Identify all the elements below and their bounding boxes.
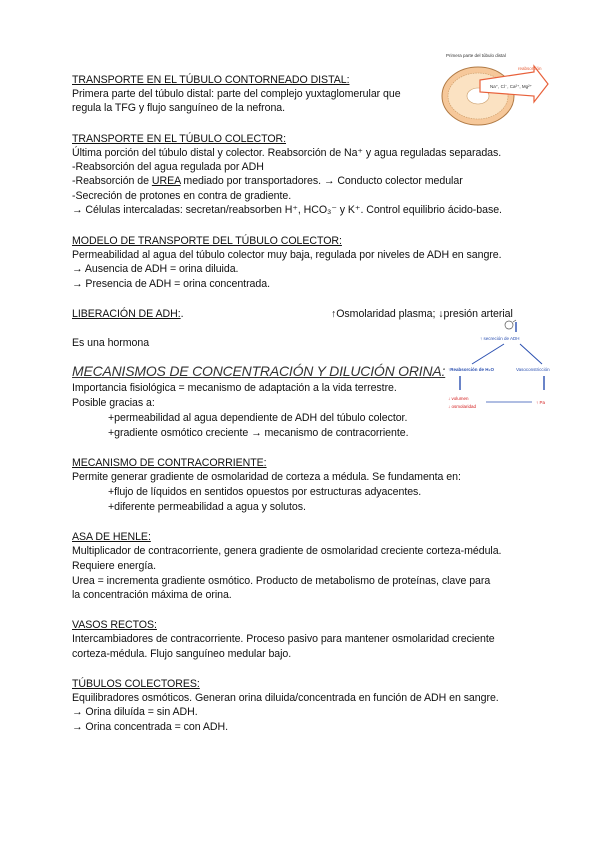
tubule-figure-title: Primera parte del túbulo distal [446, 53, 506, 58]
henle-line-3: Urea = incrementa gradiente osmótico. Producto de metabolismo de proteínas, clave para [72, 575, 491, 587]
adh-stimuli: ↑Osmolaridad plasma; ↓presión arterial [331, 308, 513, 320]
colector-line-5: → Células intercaladas: secretan/reabsorben H⁺, HCO₃⁻ y K⁺. Control equilibrio ácido-base. [72, 204, 502, 216]
section-heading-contracorriente: MECANISMO DE CONTRACORRIENTE: [72, 457, 267, 469]
adh-secretion-label: ↑ secreción de ADH [480, 336, 520, 341]
reabsorption-label: reabsorción [518, 66, 542, 71]
urea-underlined: UREA [151, 175, 181, 187]
mecanismos-line-4: +gradiente osmótico creciente → mecanismo de contracorriente. [108, 427, 409, 439]
vasos-line-1: Intercambiadores de contracorriente. Proceso pasivo para mantener osmolaridad creciente [72, 633, 495, 645]
tubulos-line-3: → Orina concentrada = con ADH. [72, 721, 229, 733]
vasos-line-2: corteza-médula. Flujo sanguíneo medular bajo. [72, 648, 292, 660]
adh-left-branch [472, 344, 504, 364]
adh-heading-row [72, 307, 184, 322]
distal-line-2: regula la TFG y flujo sanguíneo de la nefrona. [72, 102, 286, 114]
section-heading-mecanismos: MECANISMOS DE CONCENTRACIÓN Y DILUCIÓN ORINA: [72, 363, 446, 379]
colector-line-3-post: mediado por transportadores. → Conducto colector medular [180, 175, 463, 187]
tubulos-line-2: → Orina diluída = sin ADH. [72, 706, 198, 718]
modelo-line-3: → Presencia de ADH = orina concentrada. [72, 278, 270, 290]
colector-line-3-pre: -Reabsorción de [72, 175, 152, 187]
adh-right-branch [520, 344, 542, 364]
section-heading-vasos: VASOS RECTOS: [72, 619, 157, 631]
section-heading-colector: TRANSPORTE EN EL TÚBULO COLECTOR: [72, 133, 287, 145]
water-reabsorption-label: ↑Reabsorción de H₂O [448, 367, 495, 372]
mecanismos-line-3: +permeabilidad al agua dependiente de ADH del túbulo colector. [108, 412, 408, 424]
feedback-loop-icon [505, 321, 513, 329]
colector-line-4: -Secreción de protones en contra de gradiente. [72, 190, 292, 202]
contracorriente-line-3: +diferente permeabilidad a agua y solutos. [108, 501, 306, 513]
distal-tubule-figure [438, 50, 550, 128]
modelo-line-2: → Ausencia de ADH = orina diluida. [72, 263, 239, 275]
adh-heading-dot: . [180, 308, 184, 320]
henle-line-2: Requiere energía. [72, 560, 156, 572]
mecanismos-line-2: Posible gracias a: [72, 397, 155, 409]
adh-regulation-figure [446, 318, 556, 418]
colector-line-1: Última porción del túbulo distal y colector. Reabsorción de Na⁺ y agua reguladas separadas. [72, 147, 502, 159]
modelo-line-1: Permeabilidad al agua del túbulo colector muy baja, regulada por niveles de ADH en sangre. [72, 249, 502, 261]
section-heading-henle: ASA DE HENLE: [72, 531, 151, 543]
colector-line-2: -Reabsorción del agua regulada por ADH [72, 161, 264, 173]
mecanismos-line-1: Importancia fisiológica = mecanismo de adaptación a la vida terrestre. [72, 382, 397, 394]
volume-label: ↓ volumen [448, 396, 469, 401]
colector-line-3 [72, 174, 463, 189]
distal-line-1: Primera parte del túbulo distal: parte del complejo yuxtaglomerular que [72, 88, 401, 100]
section-heading-modelo: MODELO DE TRANSPORTE DEL TÚBULO COLECTOR: [72, 235, 342, 247]
ions-label: Na⁺, Cl⁻, Ca²⁺, Mg²⁺ [490, 84, 533, 89]
pressure-label: ↑ Pa [536, 400, 546, 405]
section-heading-tubulos: TÚBULOS COLECTORES: [72, 678, 200, 690]
feedback-loop-tip [513, 320, 516, 322]
vasoconstriction-label: Vasoconstricción [516, 367, 550, 372]
section-heading-adh: LIBERACIÓN DE ADH: [72, 308, 181, 320]
osmolarity-label: ↓ osmolaridad [448, 404, 477, 409]
contracorriente-line-1: Permite generar gradiente de osmolaridad de corteza a médula. Se fundamenta en: [72, 471, 461, 483]
tubulos-line-1: Equilibradores osmóticos. Generan orina diluida/concentrada en función de ADH en sangre. [72, 692, 499, 704]
contracorriente-line-2: +flujo de líquidos en sentidos opuestos por estructuras adyacentes. [108, 486, 422, 498]
henle-line-4: la concentración máxima de orina. [72, 589, 232, 601]
section-heading-distal: TRANSPORTE EN EL TÚBULO CONTORNEADO DISTAL: [72, 74, 350, 86]
adh-line-1: Es una hormona [72, 337, 150, 349]
henle-line-1: Multiplicador de contracorriente, genera gradiente de osmolaridad creciente corteza-médula. [72, 545, 502, 557]
